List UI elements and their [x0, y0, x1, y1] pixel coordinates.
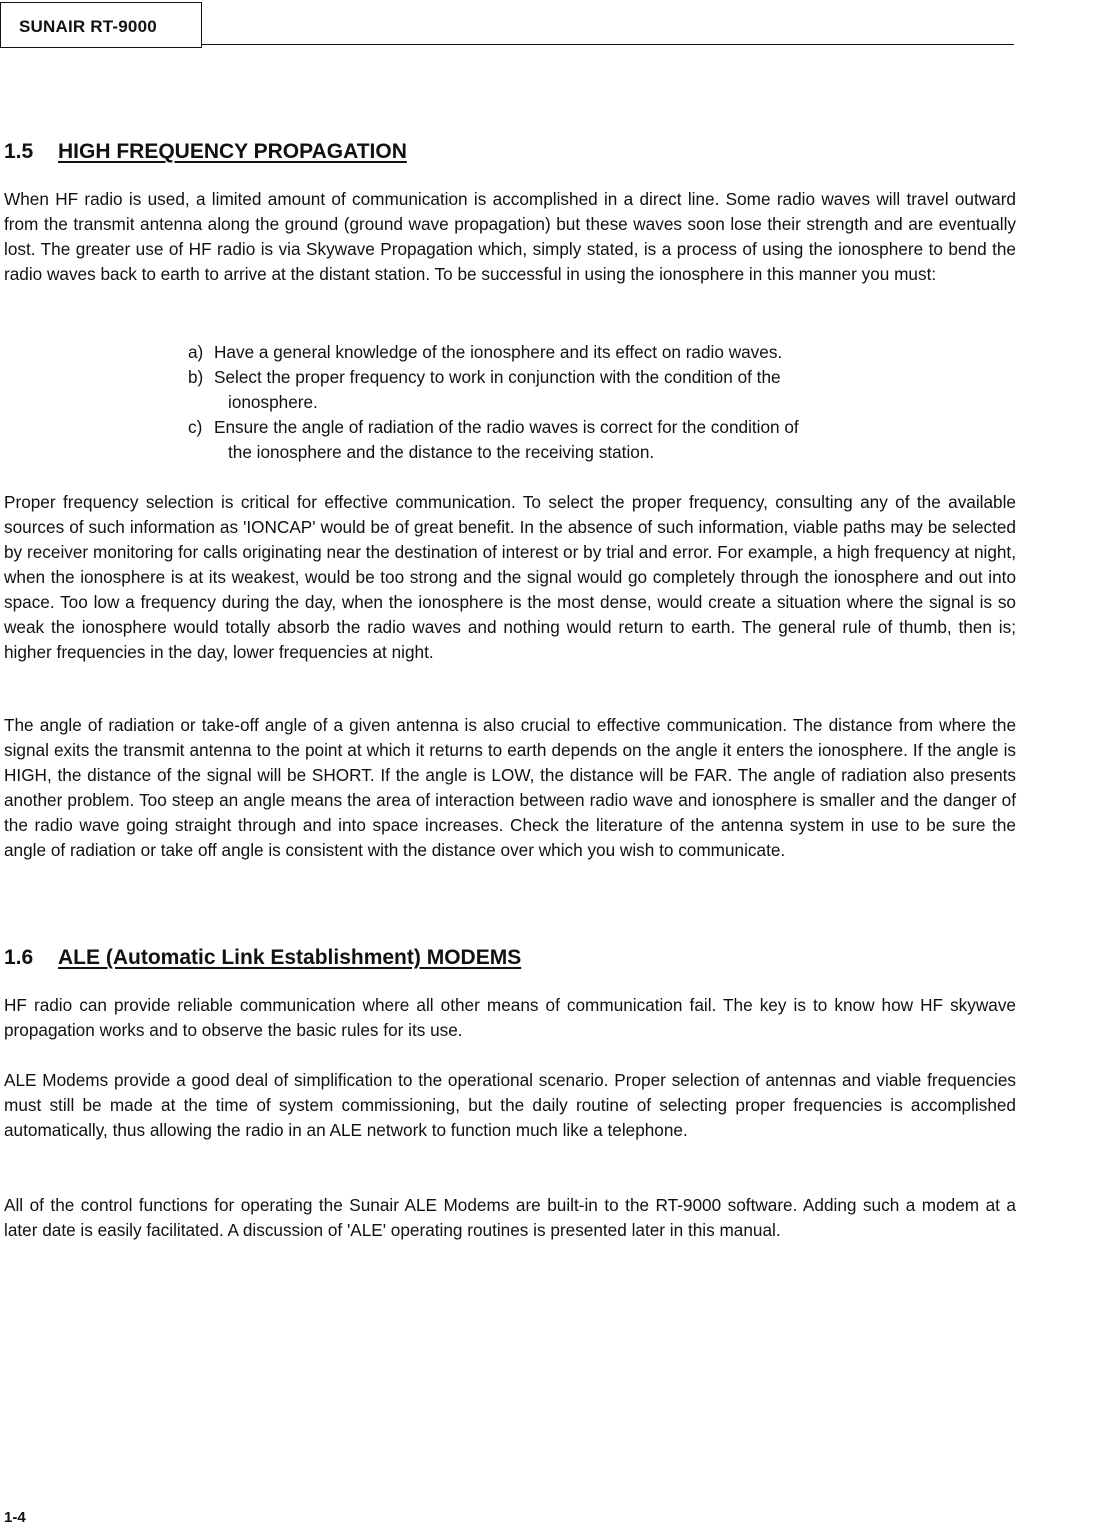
section-1-6-paragraph-3: All of the control functions for operating the Sunair ALE Modems are built-in to the RT-9000 software. Adding such a modem at a later date is easily facilitated. A discussion of 'ALE' operating routines is presented later in this manual. [4, 1195, 1016, 1240]
list-marker: a) [188, 342, 204, 362]
list-marker: c) [188, 417, 203, 437]
section-1-5-intro: When HF radio is used, a limited amount of communication is accomplished in a direct line. Some radio waves will travel outward from the transmit antenna along the ground (ground wave propagation) but these waves soon lose their strength and are eventually lost. The greater use of HF radio is via Skywave Propagation which, simply stated, is a process of using the ionosphere to bend the radio waves back to earth to arrive at the distant station. To be successful in using the ionosphere in this manner you must: [4, 189, 1016, 284]
section-1-6-heading [4, 946, 521, 970]
list-item-text: Have a general knowledge of the ionosphere and its effect on radio waves. [214, 342, 783, 362]
list-item-continuation: ionosphere. [228, 392, 318, 412]
page-number: 1-4 [4, 1509, 26, 1526]
requirements-list [188, 340, 908, 465]
list-item-text: Select the proper frequency to work in conjunction with the condition of the [214, 367, 781, 387]
list-marker: b) [188, 367, 204, 387]
list-item [188, 415, 908, 465]
section-1-5-heading [4, 140, 407, 164]
section-1-5-paragraph-3: The angle of radiation or take-off angle of a given antenna is also crucial to effective communication. The distance from where the signal exits the transmit antenna to the point at which it returns to earth depends on the angle it enters the ionosphere. If the angle is HIGH, the distance of the signal will be SHORT. If the angle is LOW, the distance will be FAR. The angle of radiation also presents another problem. Too steep an angle means the area of interaction between radio wave and ionosphere is smaller and the danger of the radio wave going straight through and into space increases. Check the literature of the antenna system in use to be sure the angle of radiation or take off angle is consistent with the distance over which you wish to communicate. [4, 715, 1016, 860]
section-1-5-paragraph-2: Proper frequency selection is critical for effective communication. To select the proper frequency, consulting any of the available sources of such information as 'IONCAP' would be of great benefit. In the absence of such information, viable paths may be selected by receiver monitoring for calls originating near the destination of interest or by trial and error. For example, a high frequency at night, when the ionosphere is at its weakest, would be too strong and the signal would go completely through the ionosphere and out into space. Too low a frequency during the day, when the ionosphere is the most dense, would create a situation where the signal is so weak the ionosphere would totally absorb the radio waves and nothing would return to earth. The general rule of thumb, then is; higher frequencies in the day, lower frequencies at night. [4, 492, 1016, 662]
section-1-6-title: ALE (Automatic Link Establishment) MODEMS [58, 946, 522, 969]
list-item [188, 365, 908, 415]
section-1-6-paragraph-2: ALE Modems provide a good deal of simplification to the operational scenario. Proper selection of antennas and viable frequencies must still be made at the time of system commissioning, but the daily routine of selecting proper frequencies is accomplished automatically, thus allowing the radio in an ALE network to function much like a telephone. [4, 1070, 1016, 1140]
section-1-5-title: HIGH FREQUENCY PROPAGATION [58, 140, 407, 163]
document-header-label: SUNAIR RT-9000 [0, 2, 202, 48]
list-item-continuation: the ionosphere and the distance to the receiving station. [228, 442, 655, 462]
section-1-6-number: 1.6 [4, 946, 34, 969]
section-1-5-number: 1.5 [4, 140, 34, 163]
list-item-text: Ensure the angle of radiation of the radio waves is correct for the condition of [214, 417, 799, 437]
list-item [188, 340, 908, 365]
header-rule [202, 44, 1014, 45]
section-1-6-paragraph-1: HF radio can provide reliable communication where all other means of communication fail. The key is to know how HF skywave propagation works and to observe the basic rules for its use. [4, 995, 1016, 1040]
